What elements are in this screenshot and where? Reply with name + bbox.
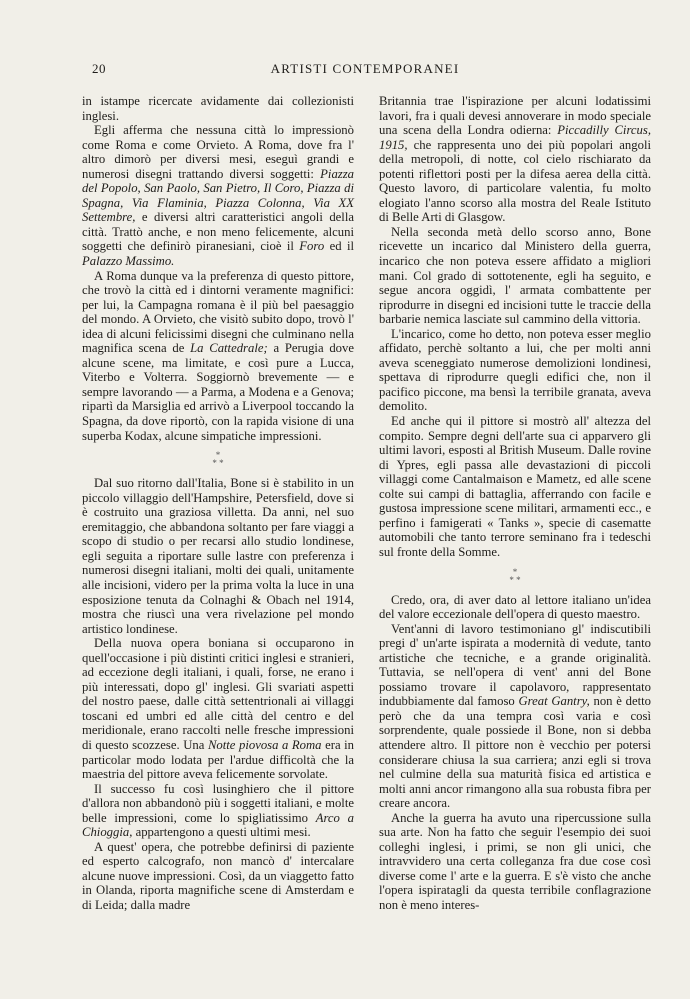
paragraph: Dal suo ritorno dall'Italia, Bone si è stabilito in un piccolo villaggio dell'Hampshire, Petersfield, dove si è costruito una graziosa villetta. Da anni, nel suo eremitaggio, che abbandona soltanto per fare viaggi a scopo di studio o per recarsi allo studio londinese, egli seguita a riportare sulle lastre con preferenza i numerosi disegni italiani, molti dei quali, unitamente alle incisioni, videro per la prima volta la luce in una esposizione tenuta da Colnaghi & Obach nel 1914, mostra che riuscì una vera rivelazione pel mondo artistico londinese. xyxy=(82,476,354,636)
paragraph: Ed anche qui il pittore si mostrò all' altezza del compito. Sempre degni dell'arte sua ci apparvero gli ultimi lavori, esposti al British Museum. Dalle rovine di Ypres, egli passa alle devastazioni di piccoli villaggi come Cantalmaison e Mametz, ed alle scene colte sui campi di battaglia, afferrando con facile e gustosa impressione scene militari, armamenti ecc., e perfino i famigerati « Tanks », specie di casematte automobili che tanto terrore seminano fra i tedeschi sul fronte della Somme. xyxy=(379,414,651,559)
paragraph: Vent'anni di lavoro testimoniano gl' indiscutibili pregi d' un'arte ispirata a modernità di vedute, tanto artistiche che tecniche, e a grande originalità. Tuttavia, se nell'opera di vent' anni del Bone possiamo trovare il capolavoro, rappresentato indubbiamente dal famoso Great Gantry, non è detto però che da una tempra così varia e così sorprendente, quale possiede il Bone, non si debba attendere altro. Il pittore non è vecchio per potersi considerare chiusa la sua carriera; anzi egli si trova nel culmine della sua maturità fisica ed artistica e molti anni ancor rimangono alla sua robusta fibra per creare ancora. xyxy=(379,621,651,811)
paragraph: Credo, ora, di aver dato al lettore italiano un'idea del valore eccezionale dell'opera di questo maestro. xyxy=(379,592,651,622)
paragraph: Anche la guerra ha avuto una ripercussione sulla sua arte. Non ha fatto che seguir l'esempio dei suoi colleghi inglesi, i primi, se non gli unici, che intravvidero una certa colleganza fra due cose così diverse come l' arte e la guerra. E s'è visto che anche l'opera ispiratagli da questa terribile conflagrazione non è meno interes- xyxy=(379,810,651,912)
paragraph: in istampe ricercate avidamente dai collezionisti inglesi. xyxy=(82,94,354,123)
paragraph: Britannia trae l'ispirazione per alcuni lodatissimi lavori, fra i quali devesi annoverare in modo speciale una scena della Londra odierna: Piccadilly Circus, 1915, che rappresenta uno dei più popolari angoli della metropoli, di notte, col cielo rischiarato da potenti riflettori posti per la difesa aerea della città. Questo lavoro, di particolare valentia, fu molto elogiato l'anno scorso alla mostra del Reale Istituto di Belle Arti di Glasgow. xyxy=(379,94,651,225)
right-column xyxy=(379,94,651,913)
page-number: 20 xyxy=(92,61,106,76)
running-title: ARTISTI CONTEMPORANEI xyxy=(270,61,460,76)
paragraph: Della nuova opera boniana si occuparono in quell'occasione i più distinti critici inglesi e stranieri, ad eccezione degli italiani, i quali, forse, ne erano i più interessati, dopo gl' inglesi. Gli svariati aspetti del nostro paese, dalle città settentrionali ai villaggi toscani ed umbri ed alle città del centro e del meridionale, erano raccolti nelle fresche impressioni di questo scozzese. Una Notte piovosa a Roma era in particolar modo lodata per l'ardue difficoltà che la maestria del pittore aveva felicemente sorvolate. xyxy=(82,636,355,782)
paragraph: A quest' opera, che potrebbe definirsi di paziente ed esperto calcografo, non mancò d' intercalare alcune nuove impressioni. Così, da un viaggetto fatto in Olanda, riporta magnifiche scene di Amsterdam e di Leida; dalla madre xyxy=(82,839,354,912)
section-separator: * * * xyxy=(212,450,224,469)
section-separator: * * * xyxy=(509,566,521,585)
paragraph: Nella seconda metà dello scorso anno, Bone ricevette un incarico dal Ministero della guerra, incarico che non poteva essere affidato a migliori mani. Col grado di sottotenente, egli ha seguito, e segue ancora oggidì, l' armata combattente per riprodurre in disegni ed incisioni tutte le traccie della barbarie nemica lasciate sul cammino della vittoria. xyxy=(379,224,651,327)
paragraph: Il successo fu così lusinghiero che il pittore d'allora non abbandonò più i soggetti italiani, e molte belle impressioni, come lo spigliatissimo Arco a Chioggia, appartengono a questi ultimi mesi. xyxy=(82,781,355,840)
paragraph: Egli afferma che nessuna città lo impressionò come Roma e come Orvieto. A Roma, dove fra l' altro dimorò per diversi mesi, eseguì grandi e numerosi disegni trattando diversi soggetti: Piazza del Popolo, San Paolo, San Pietro, Il Coro, Piazza di Spagna, Via Flaminia, Piazza Colonna, Via XX Settembre, e diversi altri caratteristici angoli della città. Trattò anche, e non meno felicemente, alcuni soggetti che definirò piranesiani, cioè il Foro ed il Palazzo Massimo. xyxy=(82,123,355,269)
left-column xyxy=(82,94,354,913)
paragraph: L'incarico, come ho detto, non poteva esser meglio affidato, perchè soltanto a lui, che per molti anni aveva sceneggiato numerose demolizioni londinesi, spettava di riprodurre quegli edifici che, non il pacifico piccone, ma bensì la terribile granata, aveva demolito. xyxy=(379,326,651,414)
paragraph: A Roma dunque va la preferenza di questo pittore, che trovò la città ed i dintorni veramente magnifici: per lui, la Campagna romana è il più bel paesaggio del mondo. A Orvieto, che visitò subito dopo, trovò l' idea di alcuni felicissimi disegni che culminano nella magnifica scena de La Cattedrale; a Perugia dove alcune scene, ma limitate, e così pure a Lucca, Viterbo e Volterra. Soggiornò brevemente — e sempre lavorando — a Parma, a Modena e a Genova; ripartì da Marsiglia ed arrivò a Liverpool toccando la Spagna, da dove riportò, con la rapida visione di una superba Kodax, alcune simpatiche impressioni. xyxy=(82,268,354,443)
